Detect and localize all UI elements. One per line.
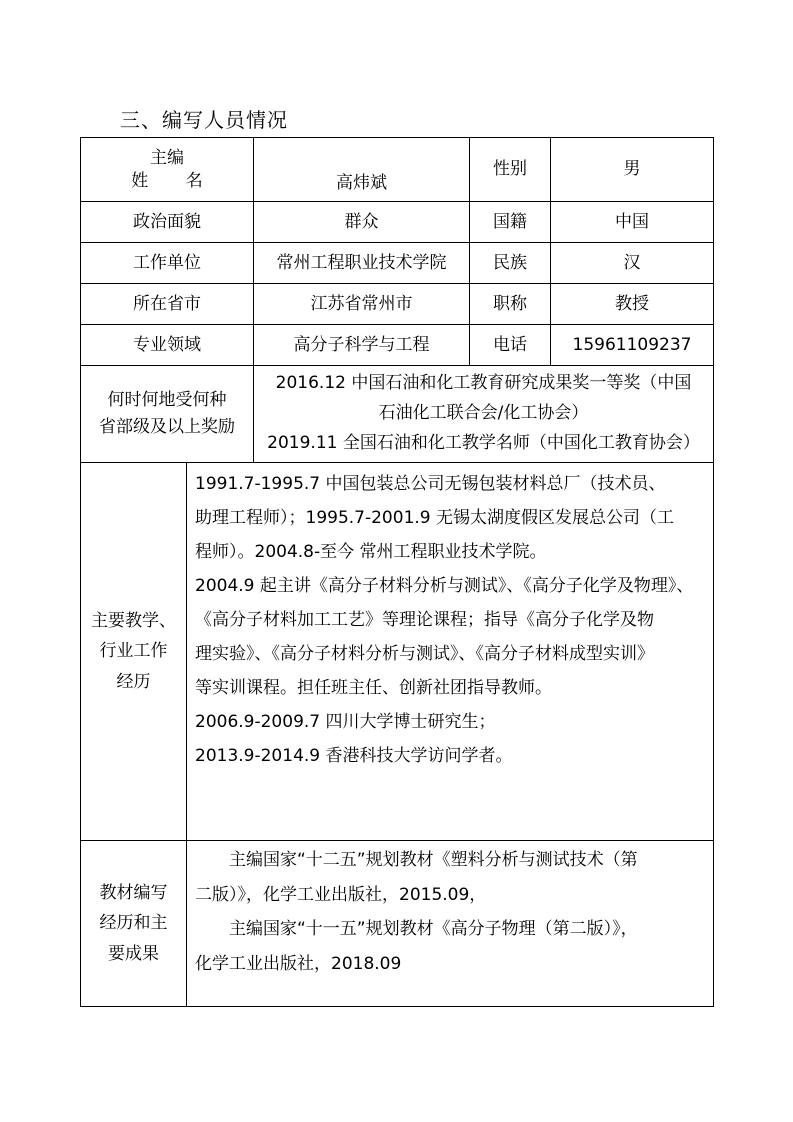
political-value: 群众 bbox=[254, 202, 470, 243]
nationality-label: 国籍 bbox=[470, 202, 551, 243]
political-label: 政治面貌 bbox=[81, 202, 254, 243]
textbooks-label-cell bbox=[81, 841, 187, 1007]
awards-label-line1: 何时何地受何种 bbox=[107, 389, 227, 410]
award-line: 2016.12 中国石油和化工教育研究成果奖一等奖（中国 bbox=[275, 373, 692, 394]
name-label: 姓名 bbox=[131, 170, 241, 191]
table-row bbox=[81, 463, 714, 841]
textbooks-label-line2: 经历和主 bbox=[99, 913, 168, 934]
chief-editor-label: 主编 bbox=[150, 147, 184, 168]
table-row bbox=[81, 138, 714, 202]
field-label: 专业领域 bbox=[81, 325, 254, 366]
phone-value: 15961109237 bbox=[551, 325, 714, 366]
textbook-line: 主编国家“十一五”规划教材《高分子物理（第二版）》， bbox=[229, 919, 638, 939]
experience-line: 2013.9-2014.9 香港科技大学访问学者。 bbox=[195, 746, 513, 766]
experience-content bbox=[187, 463, 714, 841]
personnel-table bbox=[80, 137, 714, 1007]
experience-label-cell bbox=[81, 463, 187, 841]
title-label: 职称 bbox=[470, 284, 551, 325]
awards-content bbox=[254, 366, 714, 463]
textbook-line: 主编国家“十二五”规划教材《塑料分析与测试技术（第 bbox=[229, 850, 638, 870]
employer-value: 常州工程职业技术学院 bbox=[254, 243, 470, 284]
experience-line: 等实训课程。担任班主任、创新社团指导教师。 bbox=[195, 678, 552, 698]
awards-label-cell bbox=[81, 366, 254, 463]
awards-label-line2: 省部级及以上奖励 bbox=[99, 417, 235, 437]
field-value: 高分子科学与工程 bbox=[254, 325, 470, 366]
table-row bbox=[81, 243, 714, 284]
table-row bbox=[81, 366, 714, 463]
table-row bbox=[81, 202, 714, 243]
location-label: 所在省市 bbox=[81, 284, 254, 325]
experience-label-line2: 行业工作 bbox=[99, 641, 168, 662]
experience-line: 2006.9-2009.7 四川大学博士研究生； bbox=[195, 712, 496, 732]
textbooks-label-line1: 教材编写 bbox=[99, 882, 168, 903]
table-row bbox=[81, 284, 714, 325]
textbooks-content bbox=[187, 841, 714, 1007]
nationality-value: 中国 bbox=[551, 202, 714, 243]
table-row bbox=[81, 841, 714, 1007]
textbook-line: 二版）》，化学工业出版社，2015.09， bbox=[195, 884, 487, 905]
gender-value: 男 bbox=[551, 138, 714, 202]
title-value: 教授 bbox=[551, 284, 714, 325]
employer-label: 工作单位 bbox=[81, 243, 254, 284]
textbooks-label-line3: 要成果 bbox=[108, 943, 159, 964]
experience-line: 《高分子材料加工工艺》等理论课程；指导《高分子化学及物 bbox=[195, 610, 654, 630]
gender-label: 性别 bbox=[470, 138, 551, 202]
experience-line: 理实验》、《高分子材料分析与测试》、《高分子材料成型实训》 bbox=[195, 644, 654, 664]
ethnicity-label: 民族 bbox=[470, 243, 551, 284]
phone-label: 电话 bbox=[470, 325, 551, 366]
table-row bbox=[81, 325, 714, 366]
experience-label-line1: 主要教学、 bbox=[91, 610, 176, 631]
experience-line: 程师）。2004.8-至今 常州工程职业技术学院。 bbox=[195, 542, 547, 562]
name-value: 高炜斌 bbox=[254, 138, 470, 202]
textbook-line: 化学工业出版社，2018.09 bbox=[195, 953, 402, 974]
experience-line: 1991.7-1995.7 中国包装总公司无锡包装材料总厂（技术员、 bbox=[195, 474, 666, 494]
experience-label-line3: 经历 bbox=[116, 671, 151, 692]
ethnicity-value: 汉 bbox=[551, 243, 714, 284]
award-line: 2019.11 全国石油和化工教学名师（中国化工教育协会） bbox=[267, 432, 700, 453]
experience-line: 2004.9 起主讲《高分子材料分析与测试》、《高分子化学及物理》、 bbox=[195, 576, 694, 596]
location-value: 江苏省常州市 bbox=[254, 284, 470, 325]
experience-line: 助理工程师）；1995.7-2001.9 无锡太湖度假区发展总公司（工 bbox=[195, 508, 675, 528]
name-label-cell bbox=[81, 138, 254, 202]
section-title: 三、编写人员情况 bbox=[120, 108, 288, 132]
award-line: 石油化工联合会/化工协会） bbox=[378, 403, 589, 424]
